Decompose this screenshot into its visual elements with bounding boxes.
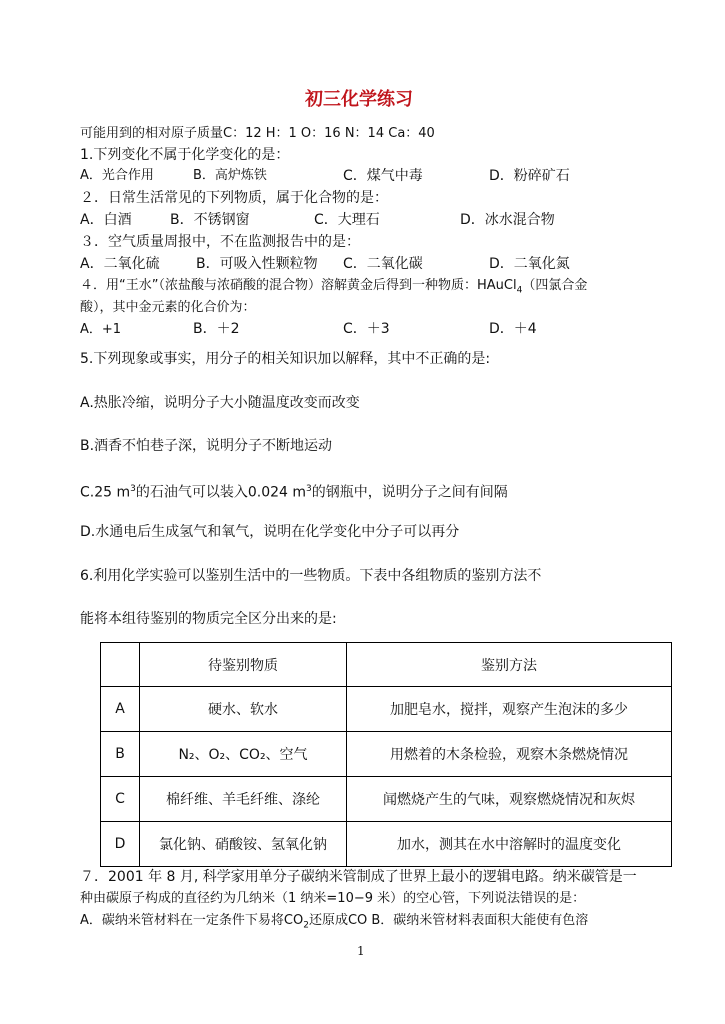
row-method: 闻燃烧产生的气味，观察燃烧情况和灰烬 bbox=[347, 777, 672, 822]
row-substances: N₂、O₂、CO₂、空气 bbox=[140, 732, 347, 777]
q1-option-a: A．光合作用 bbox=[80, 168, 154, 183]
q4-option-a: A．+1 bbox=[80, 322, 122, 337]
row-label: A bbox=[101, 687, 140, 732]
q4-option-d: D．＋4 bbox=[489, 321, 537, 337]
q4-option-c: C．＋3 bbox=[343, 321, 390, 337]
q2-option-c: C．大理石 bbox=[314, 212, 380, 228]
q5-option-d: D.水通电后生成氢气和氧气，说明在化学变化中分子可以再分 bbox=[80, 524, 460, 540]
q3-option-b: B．可吸入性颗粒物 bbox=[196, 256, 318, 272]
q4-option-b: B．＋2 bbox=[193, 321, 240, 337]
row-method: 用燃着的木条检验，观察木条燃烧情况 bbox=[347, 732, 672, 777]
table-row bbox=[101, 822, 672, 867]
page-number: 1 bbox=[357, 944, 365, 958]
table-row bbox=[101, 777, 672, 822]
row-label: B bbox=[101, 732, 140, 777]
table-header-row bbox=[101, 643, 672, 687]
row-substances: 硬水、软水 bbox=[140, 687, 347, 732]
page-title: 初三化学练习 bbox=[305, 89, 413, 110]
table-row bbox=[101, 687, 672, 732]
q3-stem: ３．空气质量周报中，不在监测报告中的是： bbox=[80, 234, 360, 250]
row-method: 加肥皂水，搅拌，观察产生泡沫的多少 bbox=[347, 687, 672, 732]
q2-option-a: A．白酒 bbox=[80, 212, 132, 228]
row-label: D bbox=[101, 822, 140, 867]
table-row bbox=[101, 732, 672, 777]
q2-stem: ２．日常生活常见的下列物质，属于化合物的是： bbox=[80, 190, 388, 206]
q3-option-c: C．二氧化碳 bbox=[343, 256, 423, 272]
q1-option-d: D．粉碎矿石 bbox=[489, 168, 570, 184]
q7-line2: 种由碳原子构成的直径约为几纳米（1 纳米=10−9 米）的空心管，下列说法错误的是： bbox=[80, 891, 586, 906]
q6-stem-line2: 能将本组待鉴别的物质完全区分出来的是: bbox=[80, 611, 337, 627]
q6-table bbox=[100, 642, 672, 867]
q2-option-b: B．不锈钢窗 bbox=[170, 212, 250, 228]
q5-option-b: B.酒香不怕巷子深，说明分子不断地运动 bbox=[80, 438, 333, 454]
q1-stem: 1.下列变化不属于化学变化的是： bbox=[80, 147, 290, 163]
q6-stem-line1: 6.利用化学实验可以鉴别生活中的一些物质。下表中各组物质的鉴别方法不 bbox=[80, 568, 542, 584]
q1-option-b: B．高炉炼铁 bbox=[193, 168, 267, 183]
q3-option-a: A．二氧化硫 bbox=[80, 256, 160, 272]
row-substances: 氯化钠、硝酸铵、氢氧化钠 bbox=[140, 822, 347, 867]
header-cell-substances: 待鉴别物质 bbox=[140, 643, 347, 687]
q5-option-a: A.热胀冷缩，说明分子大小随温度改变而改变 bbox=[80, 395, 360, 411]
row-label: C bbox=[101, 777, 140, 822]
q4-stem-line1: ４．用“王水”（浓盐酸与浓硝酸的混合物）溶解黄金后得到一种物质：HAuCl$_4$（四氯合金 bbox=[80, 278, 588, 296]
row-substances: 棉纤维、羊毛纤维、涤纶 bbox=[140, 777, 347, 822]
header-cell-label bbox=[101, 643, 140, 687]
header-cell-method: 鉴别方法 bbox=[347, 643, 672, 687]
q5-option-c: C.25 $m^3$的石油气可以装入0.024 $m^3$的钢瓶中，说明分子之间有间隔 bbox=[80, 484, 508, 501]
row-method: 加水，测其在水中溶解时的温度变化 bbox=[347, 822, 672, 867]
atomic-masses-note: 可能用到的相对原子质量C：12 H：1 O：16 N：14 Ca：40 bbox=[80, 126, 435, 141]
q5-stem: 5.下列现象或事实，用分子的相关知识加以解释，其中不正确的是: bbox=[80, 351, 491, 367]
q2-option-d: D．冰水混合物 bbox=[460, 212, 555, 228]
q7-line3: A．碳纳米管材料在一定条件下易将$CO_2$还原成CO B．碳纳米管材料表面积大能使有色溶 bbox=[80, 913, 589, 931]
q3-option-d: D．二氧化氮 bbox=[489, 256, 570, 272]
q4-stem-line2: 酸），其中金元素的化合价为： bbox=[80, 300, 256, 315]
q7-line1: ７．2001 年 8 月, 科学家用单分子碳纳米管制成了世界上最小的逻辑电路。纳米碳管是一 bbox=[80, 869, 637, 885]
q1-option-c: C．煤气中毒 bbox=[343, 168, 423, 184]
